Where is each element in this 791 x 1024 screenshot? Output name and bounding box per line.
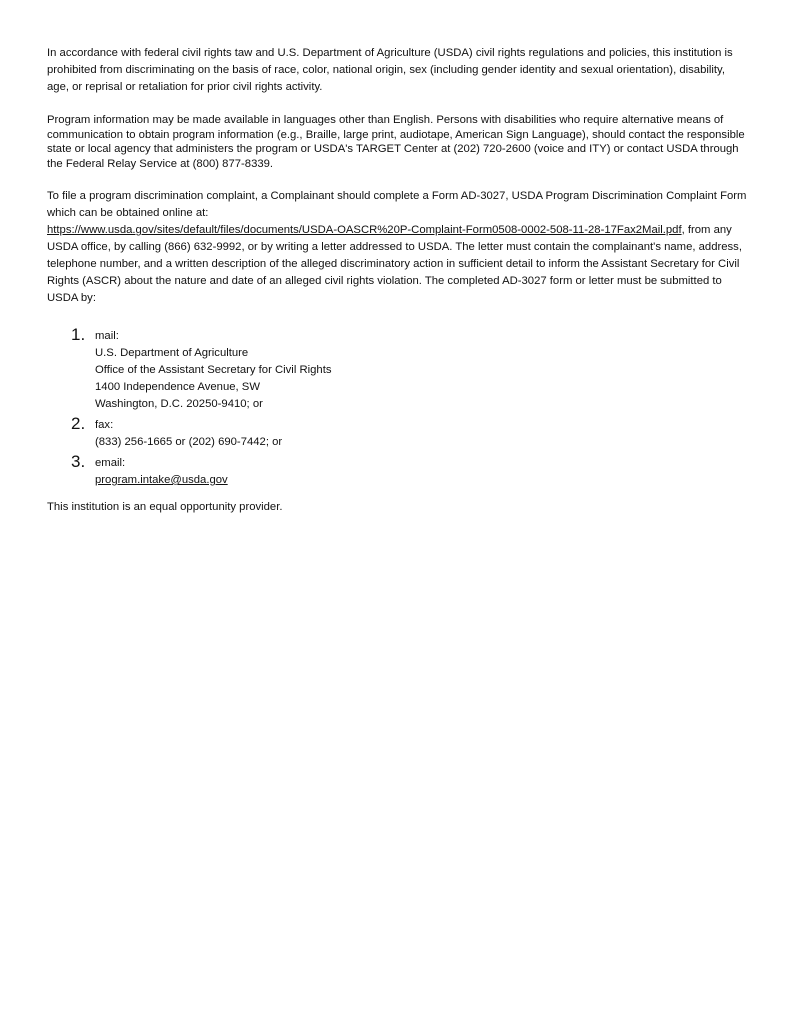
list-number: 3. — [71, 452, 86, 471]
email-link[interactable]: program.intake@usda.gov — [95, 474, 228, 486]
list-item-mail — [71, 325, 747, 413]
address-line: Washington, D.C. 20250-9410; or — [95, 398, 263, 410]
address-line: U.S. Department of Agriculture — [95, 347, 249, 359]
equal-opportunity-statement: This institution is an equal opportunity provider. — [47, 501, 283, 513]
complaint-instructions-text: , from any USDA office, by calling (866) 632-9992, or by writing a letter addressed to USDA. The letter must contain the complainant's name, address, telephone number, and a written description of the alleged discriminatory action in sufficient detail to inform the Assistant Secretary for Civil Rights (ASCR) about the nature and date of an alleged civil rights violation. The completed AD-3027 form or letter must be submitted to USDA by: — [47, 224, 742, 304]
fax-numbers: (833) 256-1665 or (202) 690-7442; or — [95, 436, 283, 448]
complaint-intro-text: To file a program discrimination complaint, a Complainant should complete a Form AD-3027, USDA Program Discrimination Complaint Form which can be obtained online at: — [47, 190, 747, 219]
nondiscrimination-paragraph: In accordance with federal civil rights taw and U.S. Department of Agriculture (USDA) civil rights regulations and policies, this institution is prohibited from discriminating on the basis of race, color, national origin, sex (including gender identity and sexual orientation), disability, age, or reprisal or retaliation for prior civil rights activity. — [47, 47, 733, 93]
method-label: mail: — [95, 330, 119, 342]
list-item-fax — [71, 414, 747, 451]
list-number: 1. — [71, 325, 86, 344]
document-page — [47, 45, 747, 516]
complaint-form-link[interactable]: https://www.usda.gov/sites/default/files/documents/USDA-OASCR%20P-Complaint-Form0508-0002-508-11-28-17Fax2Mail.pdf — [47, 224, 682, 236]
method-label: email: — [95, 457, 126, 469]
submission-methods-list — [71, 325, 747, 489]
method-label: fax: — [95, 419, 114, 431]
language-access-paragraph: Program information may be made available in languages other than English. Persons with disabilities who require alternative means of communication to obtain program information (e.g., Braille, large print, audiotape, American Sign Language), should contact the responsible state or local agency that administers the program or USDA's TARGET Center at (202) 720-2600 (voice and ITY) or contact USDA through the Federal Relay Service at (800) 877-8339. — [47, 114, 745, 170]
address-line: Office of the Assistant Secretary for Civil Rights — [95, 364, 332, 376]
email-line — [95, 472, 747, 489]
list-number: 2. — [71, 414, 86, 433]
list-item-email — [71, 452, 747, 489]
complaint-paragraph — [47, 188, 747, 307]
address-line: 1400 Independence Avenue, SW — [95, 381, 260, 393]
